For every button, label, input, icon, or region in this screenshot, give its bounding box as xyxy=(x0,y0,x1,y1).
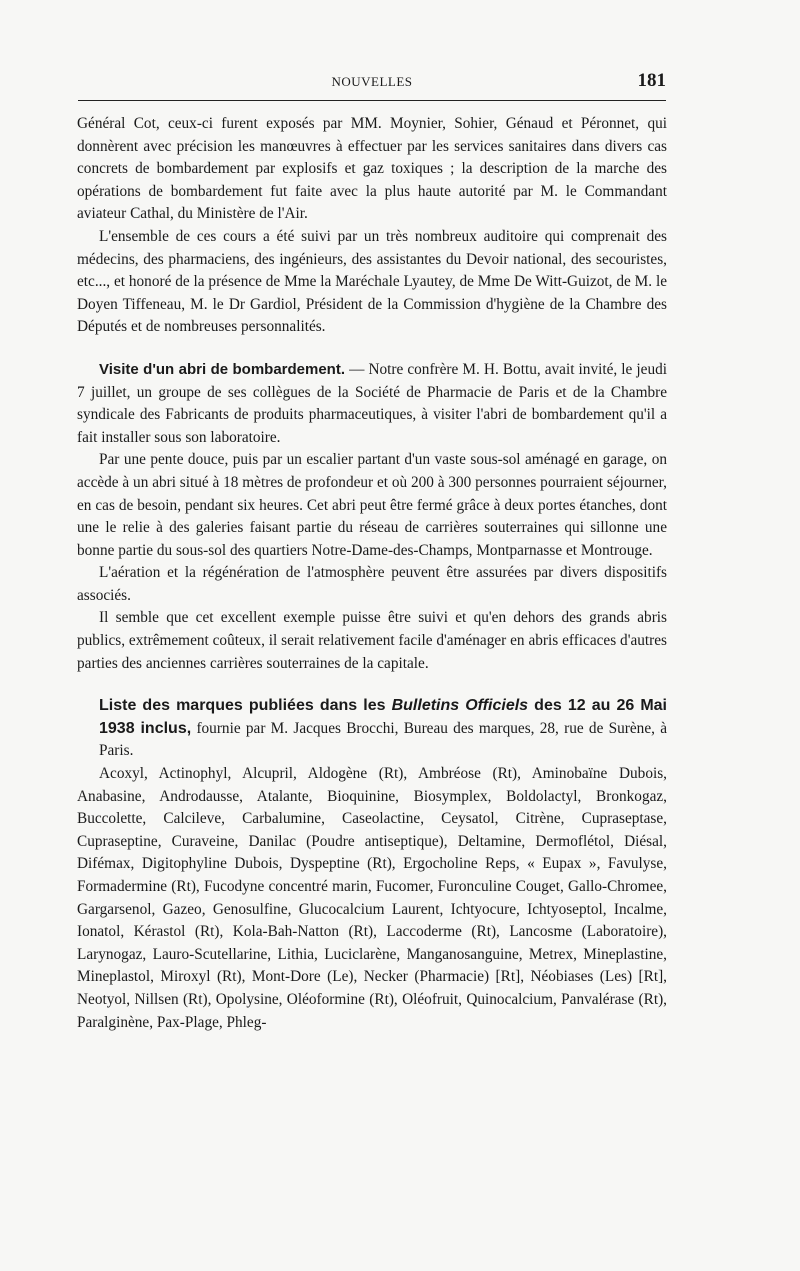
page-number: 181 xyxy=(637,70,666,91)
heading-text: Liste des marques publiées dans les xyxy=(99,697,392,715)
paragraph: L'aération et la régénération de l'atmosphère peuvent être assurées par divers dispositifs associés. xyxy=(77,564,667,604)
heading-text: des 12 au 26 Mai 1938 inclus, xyxy=(99,697,668,737)
page-header xyxy=(78,70,666,94)
section-heading-marques xyxy=(77,695,667,763)
trademark-list: Acoxyl, Actinophyl, Alcupril, Aldogène (Rt), Ambréose (Rt), Aminobaïne Dubois, Anabasine, Androdausse, Atalante, Bioquinine, Biosymplex, Boldolactyl, Bronkogaz, Buccolette, Calcileve, Carbalumine, Caseolactine, Ceysatol, Citrène, Cupraseptase, Cupraseptine, Curaveine, Danilac (Poudre antiseptique), Deltamine, Dermoflétol, Diésal, Difémax, Digitophyline Dubois, Dyspeptine (Rt), Ergocholine Reps, « Eupax », Favulyse, Formadermine (Rt), Fucodyne concentré marin, Fucomer, Furonculine Couget, Gallo-Chromee, Gargarsenol, Gazeo, Genosulfine, Glucocalcium Laurent, Ichtyocure, Ichtyoseptol, Incalme, Ionatol, Kérastol (Rt), Kola-Bah-Natton (Rt), Laccoderme (Rt), Lancosme (Laboratoire), Larynogaz, Lauro-Scutellarine, Lithia, Luciclarène, Manganosanguine, Metrex, Mineplastine, Mineplastol, Miroxyl (Rt), Mont-Dore (Le), Necker (Pharmacie) [Rt], Néobiases (Les) [Rt], Neotyol, Nillsen (Rt), Opolysine, Oléoformine (Rt), Oléofruit, Quinocalcium, Panvalérase (Rt), Paralginène, Pax-Plage, Phleg- xyxy=(77,765,667,1031)
spacer xyxy=(77,339,667,359)
page-body xyxy=(77,113,667,1034)
paragraph: Général Cot, ceux-ci furent exposés par MM. Moynier, Sohier, Génaud et Péronnet, qui donnèrent avec précision les manœuvres à effectuer par les services sanitaires dans divers cas concrets de bombardement par explosifs et gaz toxiques ; la description de la marche des opérations de bombardement fut faite avec la plus haute autorité par M. le Commandant aviateur Cathal, du Ministère de l'Air. xyxy=(77,115,667,223)
paragraph: Il semble que cet excellent exemple puisse être suivi et qu'en dehors des grands abris publics, extrêmement coûteux, il serait relativement facile d'aménager en abris efficaces d'autres parties des anciennes carrières souterraines de la capitale. xyxy=(77,609,667,672)
paragraph: Par une pente douce, puis par un escalier partant d'un vaste sous-sol aménagé en garage, on accède à un abri situé à 18 mètres de profondeur et où 200 à 300 personnes pourraient séjourner, en cas de besoin, pendant six heures. Cet abri peut être fermé grâce à deux portes étanches, dont une le relie à des galeries faisant partie du réseau de carrières souterraines qui sillonne une bonne partie du sous-sol des quartiers Notre-Dame-des-Champs, Montparnasse et Montrouge. xyxy=(77,451,667,559)
paragraph-text: — Notre confrère M. H. Bottu, avait invité, le jeudi 7 juillet, un groupe de ses collègues de la Société de Pharmacie de Paris et de la Chambre syndicale des Fabricants de produits pharmaceutiques, à visiter l'abri de bombardement qu'il a fait installer sous son laboratoire. xyxy=(77,360,667,446)
heading-italic: Bulletins Officiels xyxy=(391,697,529,715)
section-heading: Visite d'un abri de bombardement. xyxy=(99,360,346,378)
section-visite-paragraph xyxy=(77,359,667,449)
spacer xyxy=(77,675,667,695)
header-rule xyxy=(78,100,666,101)
paragraph: L'ensemble de ces cours a été suivi par un très nombreux auditoire qui comprenait des médecins, des pharmaciens, des ingénieurs, des assistantes du Devoir national, des secouristes, etc..., et honoré de la présence de Mme la Maréchale Lyautey, de Mme De Witt-Guizot, de M. le Doyen Tiffeneau, M. le Dr Gardiol, Président de la Commission d'hygiène de la Chambre des Députés et de nombreuses personnalités. xyxy=(77,227,667,336)
heading-text: fournie par M. Jacques Brocchi, Bureau des marques, 28, rue de Surène, à Paris. xyxy=(99,719,668,760)
running-title: NOUVELLES xyxy=(331,74,413,89)
